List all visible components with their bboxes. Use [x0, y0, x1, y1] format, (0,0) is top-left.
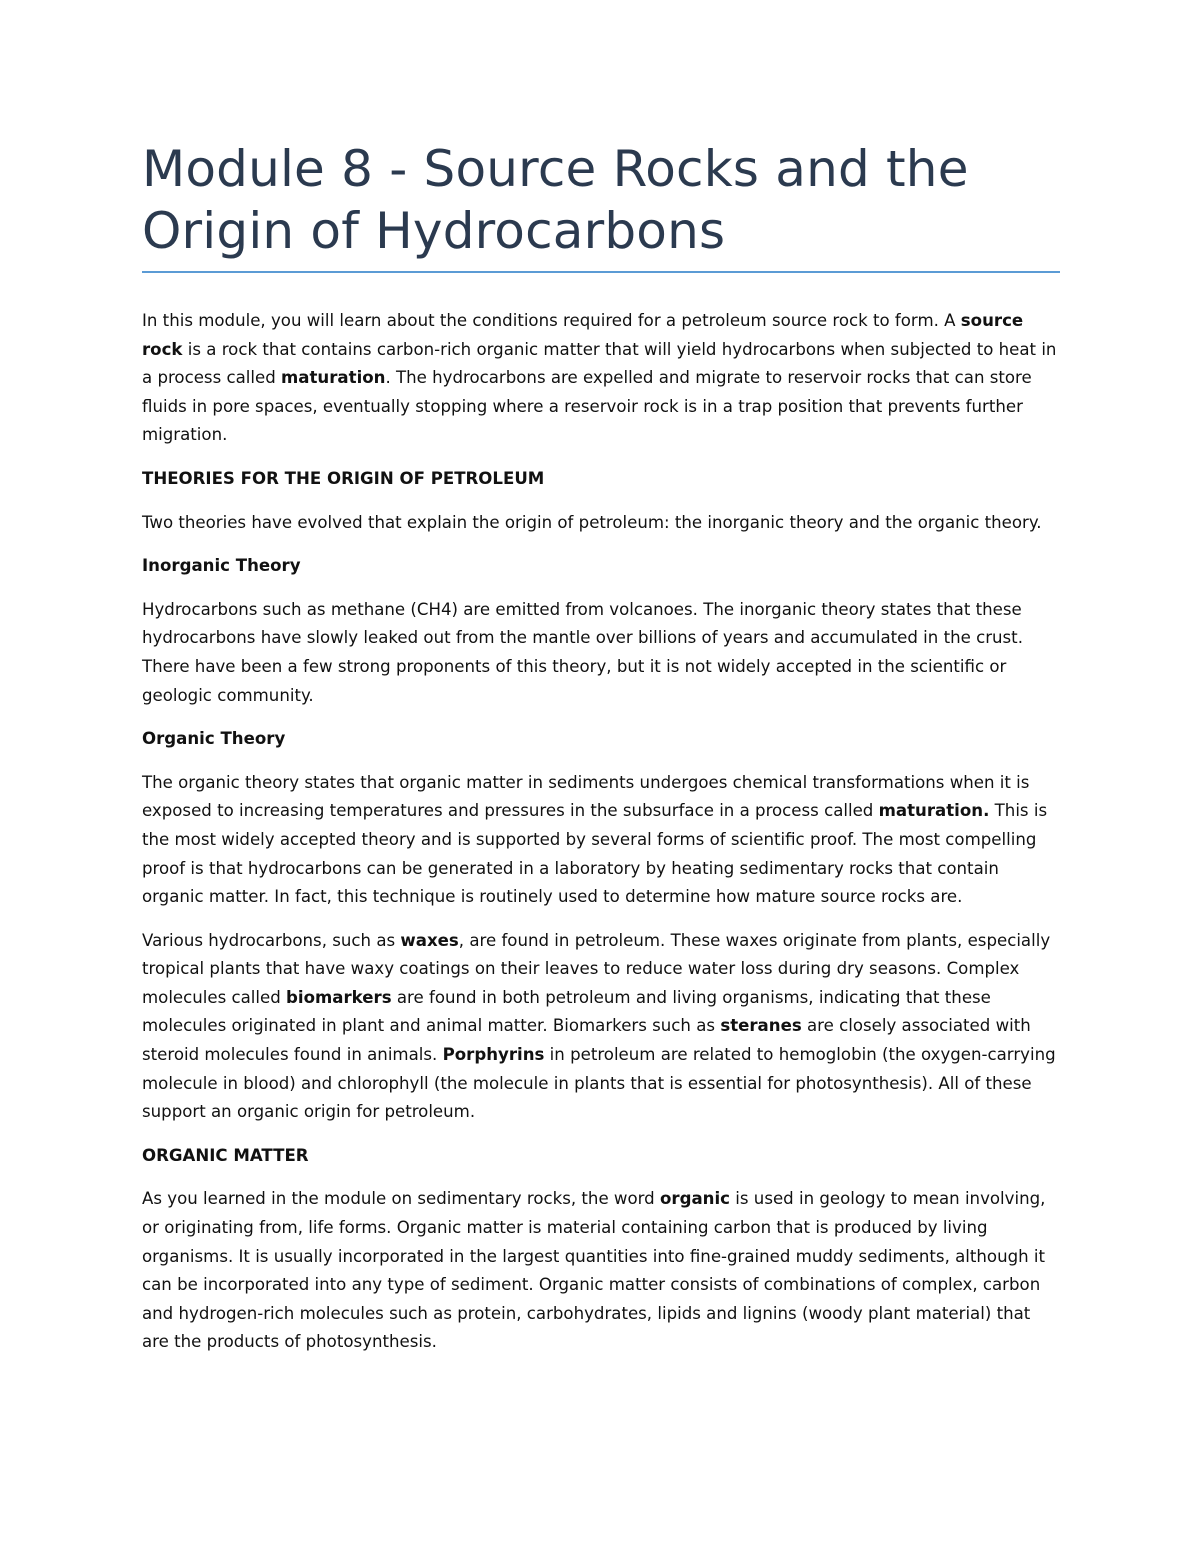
section-heading-organic-matter: ORGANIC MATTER: [142, 1145, 309, 1165]
organic-p2-text-5: in petroleum are related to hemoglobin (the oxygen-carrying molecule in blood) and chlorophyll (the molecule in plants that is essential for photosynthesis). All of these support an organic origin for petroleum.: [142, 1045, 1056, 1122]
organic-p2-text-2: , are found in petroleum. These waxes originate from plants, especially tropical plants that have waxy coatings on their leaves to reduce water loss during dry seasons. Complex molecules called: [142, 930, 1051, 1007]
intro-text-3: . The hydrocarbons are expelled and migrate to reservoir rocks that can store fluids in pore spaces, eventually stopping where a reservoir rock is in a trap position that prevents further migration.: [142, 368, 1032, 445]
term-waxes: waxes: [400, 930, 459, 950]
subheading-inorganic-theory: Inorganic Theory: [142, 556, 301, 576]
organic-p2-text-1: Various hydrocarbons, such as: [142, 930, 401, 950]
inorganic-paragraph: Hydrocarbons such as methane (CH4) are emitted from volcanoes. The inorganic theory states that these hydrocarbons have slowly leaked out from the mantle over billions of years and accumulated in the crust. There have been a few strong proponents of this theory, but it is not widely accepted in the scientific or geologic community.: [142, 599, 1023, 705]
document-body: [142, 307, 1060, 1357]
term-maturation: maturation: [281, 368, 386, 388]
term-source-rock: source rock: [142, 311, 1024, 359]
term-steranes: steranes: [720, 1016, 802, 1036]
theories-paragraph: Two theories have evolved that explain the origin of petroleum: the inorganic theory and the organic theory.: [142, 512, 1042, 532]
organic-matter-text-2: is used in geology to mean involving, or originating from, life forms. Organic matter is material containing carbon that is produced by living organisms. It is usually incorporated in the largest quantities into fine-grained muddy sediments, although it can be incorporated into any type of sediment. Organic matter consists of combinations of complex, carbon and hydrogen-rich molecules such as protein, carbohydrates, lipids and lignins (woody plant material) that are the products of photosynthesis.: [142, 1189, 1046, 1352]
term-biomarkers: biomarkers: [286, 987, 392, 1007]
document-page: [142, 138, 1060, 1357]
organic-matter-paragraph: [142, 1185, 1060, 1357]
term-porphyrins: Porphyrins: [442, 1045, 545, 1065]
organic-p2-text-3: are found in both petroleum and living organisms, indicating that these molecules originated in plant and animal matter. Biomarkers such as: [142, 987, 991, 1036]
term-maturation-2: maturation.: [878, 801, 990, 821]
intro-paragraph: [142, 307, 1060, 450]
document-title: Module 8 - Source Rocks and the Origin of Hydrocarbons: [142, 140, 969, 260]
intro-text-1: In this module, you will learn about the conditions required for a petroleum source rock to form. A: [142, 311, 961, 330]
organic-p1-text-2: This is the most widely accepted theory and is supported by several forms of scientific proof. The most compelling proof is that hydrocarbons can be generated in a laboratory by heating sedimentary rocks that contain organic matter. In fact, this technique is routinely used to determine how mature source rocks are.: [142, 801, 1048, 907]
organic-matter-text-1: As you learned in the module on sedimentary rocks, the word: [142, 1189, 660, 1209]
organic-paragraph-2: [142, 927, 1060, 1127]
section-heading-theories: THEORIES FOR THE ORIGIN OF PETROLEUM: [142, 468, 545, 488]
title-underline-rule: [142, 271, 1060, 273]
term-organic: organic: [660, 1189, 730, 1209]
organic-p1-text-1: The organic theory states that organic matter in sediments undergoes chemical transformations when it is exposed to increasing temperatures and pressures in the subsurface in a process called: [142, 772, 1030, 821]
organic-paragraph-1: [142, 769, 1060, 912]
subheading-organic-theory: Organic Theory: [142, 729, 286, 749]
organic-p2-text-4: are closely associated with steroid molecules found in animals.: [142, 1016, 1031, 1065]
intro-text-2: is a rock that contains carbon-rich organic matter that will yield hydrocarbons when subjected to heat in a process called: [142, 339, 1057, 388]
